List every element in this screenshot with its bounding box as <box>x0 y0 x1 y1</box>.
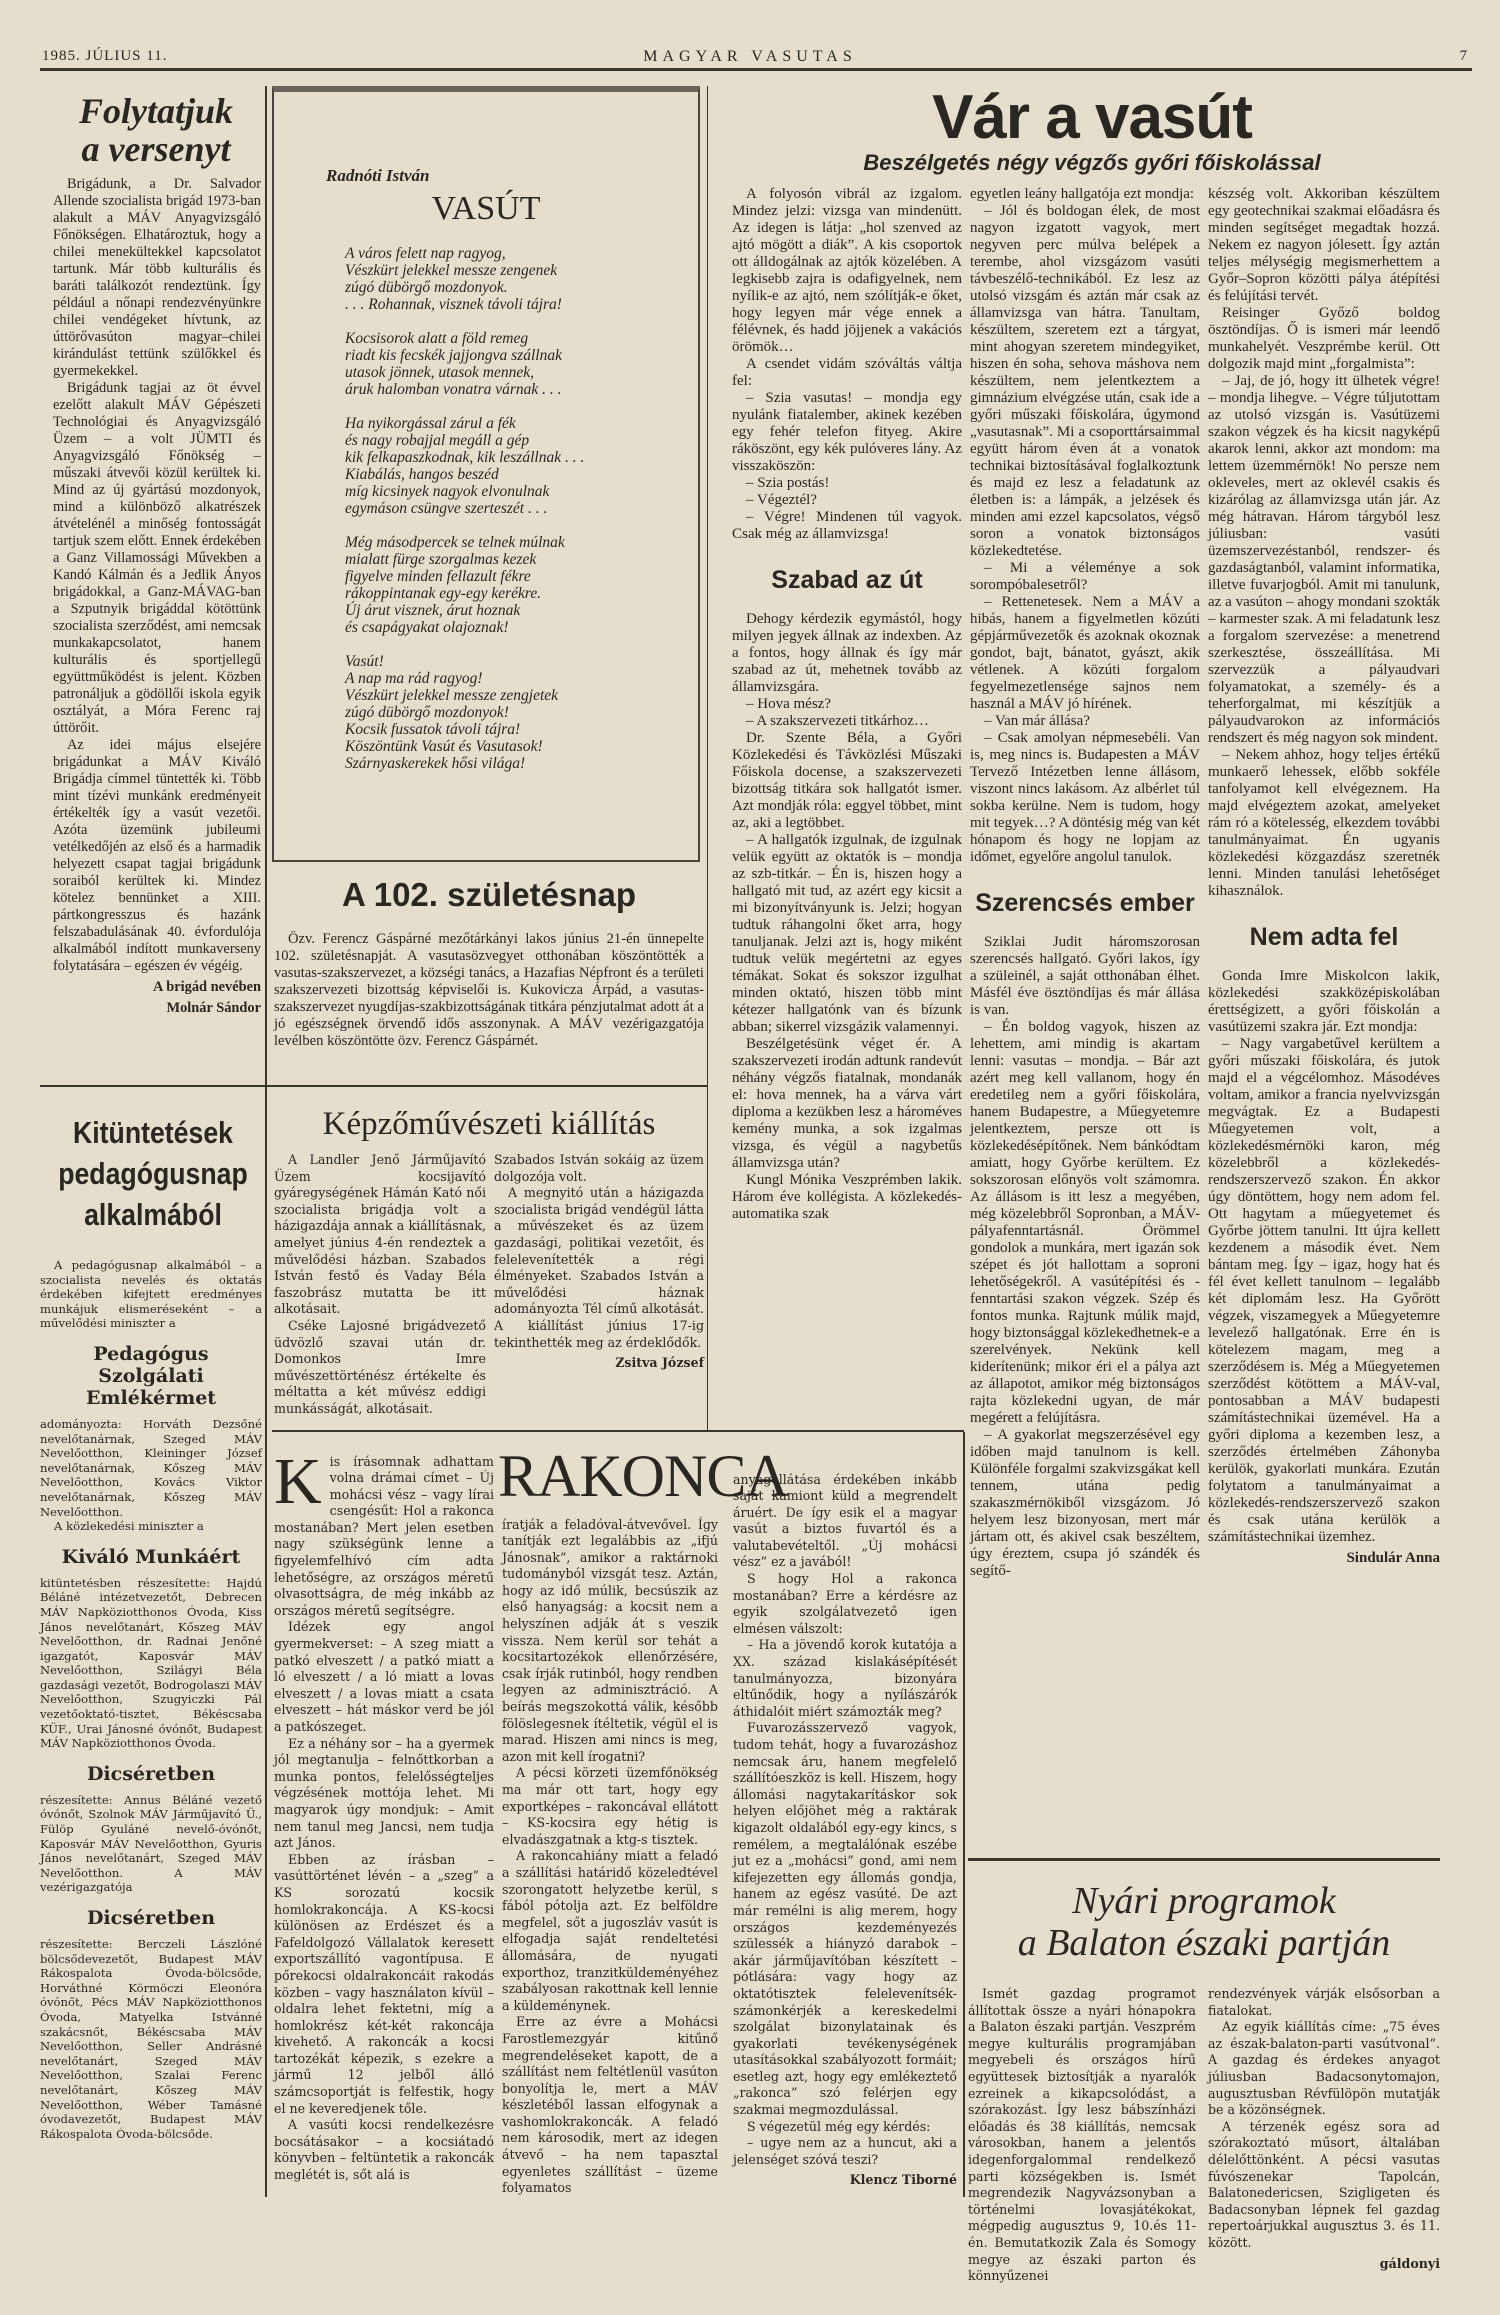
subheading: Szabad az út <box>771 566 923 594</box>
poem-line: A nap ma rád ragyog! <box>345 670 483 687</box>
poem-line: mialatt fürge szorgalmas kezek <box>345 551 537 568</box>
poem-line: Ha nyikorgással zárul a fék <box>345 415 516 432</box>
article-headline: RAKONCA <box>498 1442 788 1509</box>
newspaper-name: MAGYAR VASUTAS <box>643 48 857 65</box>
poem-line: míg kicsinyek nagyok elvonulnak <box>345 483 550 500</box>
paragraph: Erre az évre a Mohácsi Farostlemezgyár kitűnő megrendeléseket kapott, de a szállítást nem feltétlenül vasúton bonyolítja le, mert a MÁV készletéből lassan elfogynak a vashomlokrakoncák. A feladó nem károsodik, mert az idegen átvevő – ha nem tapasztal egyenletes szállítást – üzeme folyamatos <box>502 2014 718 2196</box>
var-column-2 <box>970 186 1200 1580</box>
paragraph: Brigádunk tagjai az öt évvel ezelőtt alakult MÁV Gépészeti Technológiai és Anyagvizsgáló Üzem – a volt JÜMTI és Anyagvizsgáló Főnökség – műszaki átvevői közül kerültek ki. Mind az új gyártású mozdonyok, mind a különböző alkatrészek átvételénél a minőség fontosságát tartjuk szem előtt. Ennek érdekében a Ganz Villamossági Művekben a Kandó Kálmán és a Jedlik Ányos brigádokkal, a Ganz-MÁVAG-ban a Szputnyik brigáddal kötöttünk szocialista szerződést, ami nemcsak munkakapcsolatot, hanem kulturális és sportjellegű együttműködést is jelent. Közben patronáljuk a gödöllői iskola egyik osztályát, a Móra Ferenc raj úttörőit. <box>53 380 261 736</box>
poem-line: utasok jönnek, utasok mennek, <box>345 364 534 381</box>
exhibition-column-1 <box>274 1152 486 1418</box>
paragraph: – Én boldog vagyok, hiszen az lehettem, ami mindig is akartam lenni: vasutas – mondja. – Bár azt azért meg kell vallanom, hogy én eredetileg nem a győri főiskolára, hanem Budapestre, a Műegyetemre jelentkeztem, persze ott is közlekedésépítőnek. Nem bánkódtam amiatt, hogy Győrbe kerültem. Ez sokszorosan előnyös volt számomra. Az állásom is itt lesz a megyében, még közelebbről Sopronban, a MÁV-pályafenntartásnál. Örömmel gondolok a munkára, mert igazán sok szépet és jót hallottam a soproni lehetőségekről. A vasútépítési és -fenntartási szakon végzek. Szép és fontos munka. Rajtunk múlik majd, hogy biztonsággal közlekedhetnek-e a szerelvények. Nekünk kell kiderítenünk; mikor éri el a pálya azt az állapotot, amikor még biztonságos rajta közlekedni ugyan, de már megérett a felújításra. <box>970 1019 1200 1426</box>
award-heading: Dicséretben <box>86 1762 216 1785</box>
paragraph: Az egyik kiállítás címe: „75 éves az észak-balaton-parti vasútvonal”. A gazdag és érdekes anyagot júliusban Badacsonytomajon, augusztusban Révfülöpön mutatják be a közönségnek. <box>1208 2019 1440 2118</box>
masthead-rule <box>40 68 1472 71</box>
poem-author: Radnóti István <box>326 166 430 185</box>
poem-line: Új árut visznek, árut hoznak <box>345 602 521 619</box>
paragraph-continued: egyetlen leány hallgatója ezt mondja: <box>970 186 1195 202</box>
poem-line: Kocsik fussatok távoli tájra! <box>345 721 521 738</box>
poem-line: Kocsisorok alatt a föld remeg <box>345 330 529 347</box>
headline-line: Nyári programok <box>1072 1880 1336 1922</box>
article-headline: Vár a vasút <box>932 83 1252 152</box>
paragraph: – Szia postás! <box>746 475 830 491</box>
section-rule <box>272 1430 964 1432</box>
poem-line: és csapágyakat olajoznak! <box>345 619 509 636</box>
article-headline: Képzőművészeti kiállítás <box>322 1106 656 1142</box>
paragraph: Ebben az írásban – vasúttörténet lévén – a „szeg” a KS sorozatú kocsik homlokrakoncája. A KS-kocsi különösen az Erdészet és a Fafeldolgozó Vállalatok keresett exportszállító vagontípusa. E pőrekocsi oldalrakoncáit rakodás közben – vagy használaton kívül – oldalra lehet fektetni, míg a homlokrész két-két rakoncája kivehető. A rakoncák a kocsi tartozékát képezik, s ezekre a jármű 12 jelből álló számcsoportját is felfestik, hogy el ne keveredjenek tőle. <box>274 1851 494 2116</box>
paragraph: Özv. Ferencz Gáspárné mezőtárkányi lakos június 21-én ünnepelte 102. születésnapját. A vasutasözvegyet otthonában köszöntötték a vasutas-szakszervezet, a községi tanács, a Hazafias Népfront és a területi szakszervezeti bizottság képviselői is. Kukovicza Árpád, a vasutas-szakszervezet nyugdíjas-szakbizottságának titkára pénzjutalmat adott át a jó egészségnek örvendő idős asszonynak. A MÁV vezérigazgatója levélben köszöntötte özv. Ferencz Gáspárnét. <box>274 931 704 1049</box>
article-birthday <box>274 931 704 1050</box>
paragraph: – A szakszervezeti titkárhoz… <box>746 713 929 729</box>
paragraph: Dehogy kérdezik egymástól, hogy milyen jegyek állnak az indexben. Az a fontos, hogy állnak és így már szabad az út, mehetnek tovább az államvizsgára. <box>732 611 962 695</box>
article-headline <box>966 1880 1442 1964</box>
paragraph: A pedagógusnap alkalmából – a szocialista nevelés és oktatás érdekében kifejtett eredményes munkájuk elismeréseként – a művelődési miniszter a <box>40 1258 262 1331</box>
paragraph-continued: kitüntetésben részesítette: Hajdú Béláné intézetvezetőt, Debrecen MÁV Napköziotthonos Óvoda, Kiss János nevelőtanárt, Kőszeg MÁV Nevelőotthon, dr. Radnai Jenőné igazgatót, Kaposvár MÁV Nevelőotthon, Szilágyi Béla gazdasági vezetőt, Bodrogolaszi MÁV Nevelőotthon, Szugyiczki Pál vezetőoktató-tisztet, Békéscsaba KÜF., Urai Jánosné óvónőt, Budapest MÁV Napköziotthonos Óvoda. <box>40 1575 262 1751</box>
paragraph: – Csak amolyan népmesebéli. Van is, meg nincs is. Budapesten a MÁV Tervező Intézetben lenne állásom, viszont nincs lakásom. Az albérlet túl sokba kerülne. Nem is tudom, hogy mit tegyek…? A döntésig még van két hónapom és hogy ne lopjam az időmet, egyelőre angolul tanulok. <box>970 730 1200 865</box>
poem-line: Vasút! <box>345 653 384 670</box>
paragraph: A közlekedési miniszter a <box>54 1519 204 1534</box>
paragraph: A vasúti kocsi rendelkezésre bocsátásakor – a kocsiátadó könyvben – feltüntetik a rakoncák meglétét is, sőt alá is <box>274 2117 494 2183</box>
paragraph: – Hova mész? <box>746 696 831 712</box>
byline: gáldonyi <box>1379 2255 1440 2271</box>
paragraph: Kungl Mónika Veszprémben lakik. Három éve kollégista. A közlekedés-automatika szak <box>732 1172 962 1222</box>
paragraph: – Van már állása? <box>984 713 1090 729</box>
paragraph: Fuvarozásszervező vagyok, tudom tehát, hogy a fuvarozáshoz nemcsak áru, hanem megfelelő szállítóeszköz is kell. Hiszem, hogy állomási nagytakarításkor sok helyen előjöhet még a raktárak kigazolt oldalából egy-egy kincs, s remélem, a megtalálónak eszébe jut ez a „mohácsi” gond, ami nem kifejezetten egy állomás gondja, hanem az egész vasúté. De azt már remélni is alig merem, hogy országos kezdeményezés szülessék a hiányzó darabok – akár járműjavítóban készített – pótlására: vagy hogy az oktatótisztek felelevenítsék-számonkérjék a kereskedelmi szolgálat bizonylatainak és gyakorlati tevékenységének utasításokkal szabályozott formáit; esetleg azt, hogy egy emlékeztető „rakonca” szó felérjen egy szakmai megmozdulással. <box>733 1720 957 2118</box>
award-heading: Dicséretben <box>86 1907 216 1929</box>
article-headline: A 102. születésnap <box>341 876 637 913</box>
section-rule <box>40 1085 708 1087</box>
paragraph: – A hallgatók izgulnak, de izgulnak velük együtt az oktatók is – mondja az szb-titkár. – Én is, hiszen hogy a hallgató mit tud, az azért egy kicsit a mi bizonyítványunk is. Jelzi; hogyan tudtuk ráhangolni őket arra, hogy tanuljanak. Jelzi azt is, hogy miként tudtuk velük megértetni az egyes témákat. Sokat és sokszor izgulhat minden oktató, hiszen több mint kétezer hallgatónk van és bízunk abban; sikerrel vizsgázik valamennyi. <box>732 832 962 1035</box>
poem-body <box>345 245 685 789</box>
headline-line: a Balaton északi partján <box>1017 1922 1391 1964</box>
poem-line: Még másodpercek se telnek múlnak <box>345 534 565 551</box>
page-number: 7 <box>1459 48 1468 64</box>
byline: A brigád nevében <box>153 979 261 995</box>
paragraph: Reisinger Győző boldog ösztöndíjas. Ő is ismeri már leendő munkahelyét. Veszprémbe kerül. Ott dolgozik majd mint „forgalmista”: <box>1208 305 1440 372</box>
column-rule <box>265 86 267 2197</box>
paragraph: A térzenék egész sora ad szórakoztató műsort, általában délelőttönként. A pécsi vasutas fúvószenekar Tapolcán, Balatonedericsen, Szigligeten és Badacsonyban lépnek fel gazdag repertoárjukkal augusztus 3. és 11. között. <box>1208 2118 1440 2250</box>
paragraph-continued: adományozta: Horváth Dezsőné nevelőtanárnak, Szeged MÁV Nevelőotthon, Kleininger József nevelőtanárnak, Kőszeg MÁV Nevelőotthon, Kovács Viktor nevelőtanárnak, Kőszeg MÁV Nevelőotthon. <box>40 1416 262 1519</box>
paragraph: Gonda Imre Miskolcon lakik, közlekedési szakközépiskolában érettségizett, a győri főiskolán a vasútüzemi szakra jár. Ezt mondja: <box>1208 968 1440 1035</box>
paragraph: – ugye nem az a huncut, aki a jelenséget szóvá teszi? <box>733 2135 957 2167</box>
exhibition-column-2 <box>494 1152 704 1372</box>
paragraph: – Végre! Mindenen túl vagyok. Csak még az államvizsga! <box>732 509 962 542</box>
paragraph: – Végeztél? <box>746 492 817 508</box>
paragraph: – Nagy vargabetűvel kerültem a győri műszaki főiskolára, és jutok majd el a végcélomhoz. Másodéves voltam, amikor a francia nyelvvizsgán megvágtak. Ez a Budapesti Műegyetemen volt, a közlekedésmérnöki karon, még közelebbről a közlekedés-rendszerszervező szakon. Én akkor úgy döntöttem, hogy nem adom fel. Ott hagytam a műegyetemet és Győrbe jöttem tanulni. Itt újra kellett kezdenem a második évet. Nem bántam meg. Így – igaz, hogy hat és fél évet kellett tanulnom – legalább két diplomám lesz. Ha Győrött végzek, viszamegyek a Műegyetemre levelező hallgatónak. Erre én is kötelezem magam, meg a szerződésem is. Még a Műegyetemen szerződést kötöttem a MÁV-val, pontosabban a MÁV budapesti számítástechnikai üzemével. Ha a győri diploma a kezemben lesz, a szerződés értelmében Záhonyba kerülök, gyakorlati munkára. Ezután folytatom a tanulmányaimat a közlekedés-rendszerszervező szakon és csak utána kerülök a számítástechnikai üzemhez. <box>1208 1036 1440 1545</box>
box-rule <box>963 1432 965 2197</box>
article-headline: Kitüntetések pedagógusnap alkalmából <box>58 1115 248 1232</box>
paragraph: Cséke Lajosné brigádvezető üdvözlő szavai után dr. Domonkos Imre művészettörténész értékelte és méltatta a két művész eddigi munkásságát, alkotásait. <box>274 1317 486 1416</box>
paragraph: – Mi a véleménye a sok sorompóbalesetről? <box>970 560 1200 593</box>
paragraph: Az idei május elsejére brigádunkat a MÁV Kiváló Brigádja címmel tüntették ki. Több mint tízévi munkánk eredményeit értékelték így a vasút vezetői. Azóta üzemünk jubileumi vetélkedőjén az első és a harmadik helyezett csapat tagjai brigádunk soraiból kerültek ki. Mindez kötelez bennünket a XIII. pártkongresszus és hazánk felszabadulásának 40. évfordulója alkalmából indított munkaverseny folytatására – egészen év végéig. <box>53 737 261 974</box>
poem-line: Kiabálás, hangos beszéd <box>345 466 499 483</box>
paragraph-continued: részesítette: Berczeli Lászlóné bölcsődevezetőt, Budapest MÁV Rákospalota Óvoda-bölcsőde, Horváthné Körmöczi Eleonóra óvónőt, Pécs MÁV Napköziotthonos Óvoda, Matyelka Istvánné szakácsnőt, Békéscsaba MÁV Nevelőotthon, Seller Andrásné nevelőtanárt, Szeged MÁV Nevelőotthon, Szalai Ferenc nevelőtanárt, Kőszeg MÁV Nevelőotthon, Wéber Tamásné óvodavezetőt, Budapest MÁV Rákospalota Óvoda-bölcsőde. <box>40 1937 262 2141</box>
poem-line: Vészkürt jelekkel messze zengjetek <box>345 687 559 704</box>
summer-column-1 <box>968 1986 1196 2285</box>
subheading: Szerencsés ember <box>975 889 1195 917</box>
var-column-3 <box>1208 186 1440 1567</box>
article-awards <box>40 1258 262 2141</box>
poem-line: Köszöntünk Vasút és Vasutasok! <box>345 738 543 755</box>
byline: Molnár Sándor <box>166 1000 261 1016</box>
poem-line: áruk halomban vonatra várnak . . . <box>345 381 562 398</box>
paragraph: Sziklai Judit háromszorosan szerencsés hallgató. Győri lakos, így a szüleinél, a saját otthonában élhet. Másfél éve ösztöndíjas és már állása is van. <box>970 934 1200 1018</box>
poem-line: zúgó dübörgő mozdonyok! <box>345 704 509 721</box>
poem-stanza <box>345 245 685 313</box>
award-heading: Pedagógus Szolgálati Emlékérmet <box>85 1342 217 1409</box>
poem-title: VASÚT <box>431 190 541 227</box>
paragraph-continued: íratják a feladóval-átvevővel. Így tanítják ezt legalábbis az „ifjú Jánosnak”, amikor a raktárnoki tudományból vizsgát tesz. Aztán, hogy az idő múlik, becsúszik az első hanyagság: a kocsit nem a helyszínen adják át s veszik vissza. Nem kerül sor tehát a kocsitartozékok ellenőrzésére, csak írják rutinból, hogy rendben legyen az adminisztráció. A beírás megszokottá válik, később fölöslegesnek ítéltetik, végül el is marad. Hiszen ami nincs is meg, azon mit kell írogatni? <box>502 1516 718 1764</box>
paragraph: Ismét gazdag programot állítottak össze a nyári hónapokra a Balaton északi partján. Veszprém megye kulturális programjában megyebeli és országos hírű együttesek biztosítják a nyaralók ezreinek a kikapcsolódást, a szórakozást. Így lesz bábszínházi előadás és 38 kiállítás, nemcsak városokban, hanem a jelentős idegenforgalommal rendelkező parti községekben is. Ismét megrendezik Nagyvázsonyban a történelmi lovasjátékokat, mégpedig augusztus 9, 10.és 11-én. Bemutatkozik Zala és Somogy megye az északi parton és könnyűzenei <box>968 1986 1196 2284</box>
headline-line: Folytatjuk <box>78 91 234 131</box>
paragraph: – Nekem ahhoz, hogy teljes értékű munkaerő lehessek, előbb sokféle tanfolyamot kell elvégeznem. Ha majd elvégeztem azokat, amelyeket rám ró a kötelesség, elkezdem további tanulmányaimat. Én ugyanis közlekedési közgazdász szeretnék lenni. Minden tanulási lehetőséget kihasználok. <box>1208 747 1440 899</box>
paragraph: – Jaj, de jó, hogy itt ülhetek végre! – mondja lihegve. – Végre túljutottam az utolsó vizsgán is. Vasútüzemi szakon végzek és ha kicsit nagyképű akarok lenni, akkor azt mondom: ma lettem üzemmérnök! No persze nem okleveles, mert az oklevél csakis és kizárólag az államvizsga után jár. Az még hátravan. Három tárgyból lesz júliusban: vasúti üzemszervezéstanból, rendszer- és gazdaságtanból, valamint informatika, illetve fuvarjogból. Amit mi tanulunk, az a vasúton – ahogy mondani szokták – karmester szak. A mi feladatunk lesz a forgalom szervezése: a menetrend szerkesztése, összeállítása. Mi szervezzük a pályaudvari folyamatokat, a személy- és a teherforgalmat, mi készítjük a pályaudvarokon az információs rendszert és még nagyon sok mindent. <box>1208 373 1440 746</box>
paragraph: Brigádunk, a Dr. Salvador Allende szocialista brigád 1973-ban alakult a MÁV Anyagvizsgáló Főnökségen. Elhatároztuk, hogy a chilei menekültekkel kapcsolatot tartunk. Már több kulturális és baráti találkozót rendeztünk. Így például a nőnapi rendezvényünkre chilei vendégeket hívtunk, az úttörővasúton magyar–chilei kirándulást tettünk szülőkkel és gyermekekkel. <box>53 176 261 379</box>
article-headline <box>50 92 262 168</box>
poem-stanza <box>345 330 685 398</box>
rakonca-column-3 <box>733 1472 957 2190</box>
section-rule <box>968 1858 1440 1861</box>
poem-line: figyelve minden fellazult fékre <box>345 568 531 585</box>
paragraph: Beszélgetésünk véget ér. A szakszervezeti irodán adtunk randevút néhány végzős fiatalnak, mondanák el: hova mennek, ha a várva várt diploma a kezükben lesz a hároméves kemény munka, a sok izgalmas vizsga, és végül a nagybetűs államvizsga után? <box>732 1036 962 1171</box>
paragraph-continued: rendezvények várják elsősorban a fiatalokat. <box>1208 1986 1440 2018</box>
article-folytatjuk <box>53 176 261 1017</box>
poem-line: kik felkapaszkodnak, kik leszállnak . . . <box>345 449 585 466</box>
paragraph-continued: készség volt. Akkoriban készültem egy geotechnikai szakmai előadásra és minden segítséget megadtak hozzá. Nekem ez nagyon jólesett. Így aztán teljes mélységig megismerhettem a Győr–Sopron közötti pálya átépítési és felújítási tervét. <box>1208 186 1440 304</box>
byline: Zsitva József <box>615 1355 704 1371</box>
poem-stanza <box>345 415 685 517</box>
subheading: Nem adta fel <box>1249 923 1399 951</box>
paragraph: Ez a néhány sor – ha a gyermek jól megtanulja – felnőttkorban a munka pontos, felelősségteljes végzésének mottója lehet. Mi magyarok úgy mondjuk: – Amit nem tanul meg Jancsi, nem tudja azt János. <box>274 1735 494 1851</box>
headline-line: a versenyt <box>81 129 231 169</box>
poem-line: Vészkürt jelekkel messze zengenek <box>345 262 558 279</box>
paragraph: S végezetül még egy kérdés: <box>747 2118 931 2134</box>
rakonca-column-1 <box>274 1444 494 2184</box>
paragraph-continued: részesítette: Annus Béláné vezető óvónőt, Szolnok MÁV Járműjavító Ü., Fülöp Gyuláné nevelő-óvónőt, Kaposvár MÁV Nevelőotthon, Gyuris János nevelőtanárt, Szeged MÁV Nevelőotthon. A MÁV vezérigazgatója <box>40 1792 262 1895</box>
paragraph: – A gyakorlat megszerzésével egy időben majd tanulnom is kell. Különféle forgalmi szakvizsgákat kell tennem, utána pedig szakaszmérnökiből vizsgázom. Jó helyem lesz bizonyosan, mert már jártam ott, és akivel csak beszéltem, úgy éreztem, csupa jó szándék és segítő- <box>970 1427 1200 1579</box>
poem-line: zúgó dübörgő mozdonyok. <box>345 279 508 296</box>
paragraph: – Rettenetesek. Nem a MÁV a hibás, hanem a figyelmetlen közúti gépjárművezetők és azoknak okoznak gondot, bajt, bánatot, gyászt, akik vétlenek. A közúti forgalom fegyelmezetlensége sajnos nem használ a MÁV jó hírének. <box>970 594 1200 712</box>
paragraph: – Szia vasutas! – mondja egy nyulánk fiatalember, akinek kezében egy fehér telefon fityeg. Akire ráköszönt, egy kék pulóveres lány. Az visszaköszön: <box>732 390 962 474</box>
poem-line: rákoppintanak egy-egy kerékre. <box>345 585 542 602</box>
poem-stanza <box>345 653 685 772</box>
paragraph: Dr. Szente Béla, a Győri Közlekedési és Távközlési Műszaki Főiskola docense, a szakszervezeti bizottság titkára sok hallgatót ismer. Azt mondják róla: eggyel többet, mint az, aki a legtöbbet. <box>732 730 962 831</box>
paragraph: – Jól és boldogan élek, de most nagyon izgatott vagyok, mert negyven perc múlva belépek a terembe, ahol vizsgázom vasúti távbeszélő-technikából. Ez lesz az utolsó vizsgám és aztán már csak az államvizsga van hátra. Tanultam, készültem, szeretem ezt a tárgyat, mint ahogyan szeretem mindegyiket, hiszen én soha, sehova máshova nem készültem, nem jelentkeztem a gimnázium elvégzése után, csak ide a győri műszaki főiskolára, úgymond „vasutasnak”. Mi a csoporttársaimmal együtt három éven át a vonatok technikai biztosításával foglalkoztunk és majd ez lesz a feladatunk az életben is: a lámpák, a jelzések és minden ami ezzel kapcsolatos, végső soron a vonatok biztonságos közlekedtetése. <box>970 203 1200 559</box>
paragraph: Kis írásomnak adhattam volna drámai címet – Új mohácsi vész – vagy lírai csengésűt: Hol a rakonca mostanában? Mert jelen esetben nagy szükségünk lenne a figyelemfelhívó cím adta lehetőségre, az országos méretű olvasottságra, de még inkább az országos méretű segítségre. <box>274 1444 494 1618</box>
article-subtitle: Beszélgetés négy végzős győri főiskolással <box>863 150 1321 175</box>
paragraph-continued: anyagellátása érdekében inkább saját kamiont küld a megrendelt áruért. De így esik el a magyar vasút a biztos fuvartól és a valutabevételtől. „Új mohácsi vész” ez a javából! <box>733 1471 957 1570</box>
paragraph: Idézek egy angol gyermekverset: – A szeg miatt a patkó elveszett / a patkó miatt a ló elveszett / a ló miatt a lovas elveszett / a lovas miatt a csata elveszett – hát máskor verd be jól a patkószeget. <box>274 1619 494 1734</box>
award-heading: Kiváló Munkáért <box>61 1545 241 1568</box>
byline: Klencz Tiborné <box>849 2172 957 2188</box>
byline: Sindulár Anna <box>1346 1550 1440 1566</box>
rakonca-column-2 <box>502 1517 718 2197</box>
poem-line: A város felett nap ragyog, <box>345 245 506 262</box>
var-column-1 <box>732 186 962 1223</box>
poem-line: riadt kis fecskék jajjongva szállnak <box>345 347 562 364</box>
column-rule <box>707 86 708 1430</box>
poem-line: Szárnyaskerekek hősi világa! <box>345 755 526 772</box>
issue-date: 1985. JÚLIUS 11. <box>42 48 168 64</box>
paragraph: A pécsi körzeti üzemfőnökség ma már ott tart, hogy egy exportképes – rakoncával ellátott – KS-kocsira egy hétig is elvadászgatnak a ktg-s tisztek. <box>502 1765 718 1847</box>
paragraph: S hogy Hol a rakonca mostanában? Erre a kérdésre az egyik szolgálatvezető igen elmésen válszolt: <box>733 1571 957 1636</box>
poem-line: egymáson csüngve szerteszét . . . <box>345 500 548 517</box>
paragraph-continued: Szabados István sokáig az üzem dolgozója volt. <box>494 1152 704 1184</box>
paragraph: A csendet vidám szóváltás váltja fel: <box>732 356 962 389</box>
paragraph: – Ha a jövendő korok kutatója a XX. század kislakásépítését tanulmányozza, bizonyára eltűnődik, hogy a nyílászárók áthidalóit miért számozták meg? <box>733 1637 957 1719</box>
poem-stanza <box>345 534 685 636</box>
poem-line: és nagy robajjal megáll a gép <box>345 432 530 449</box>
summer-column-2 <box>1208 1986 1440 2272</box>
paragraph: A megnyitó után a házigazda szocialista brigád vendégül látta a művészeket és az üzem gazdasági, politikai vezetőit, és felelevenítették a régi élményeket. Szabados István a művelődési háznak adományozta Tél című alkotását. A kiállítást június 17-ig tekinthették meg az érdeklődők. <box>494 1185 704 1350</box>
poem-line: . . . Rohannak, visznek távoli tájra! <box>345 296 562 313</box>
paragraph: A folyosón vibrál az izgalom. Mindez jelzi: vizsga van mindenütt. Az idegen is látja: „hol szenved az ajtó mögött a diák”. A kis csoportok ott álldogálnak az ajtók közelében. A legkisebb zajra is odafigyelnek, nem nyílik-e az ajtó, nem szólítják-e őket, hogy legyen már vége ennek a félévnek, és hadd jöjjenek a vakációs örömök… <box>732 186 962 355</box>
paragraph: A Landler Jenő Járműjavító Üzem kocsijavító gyáregységének Hámán Kató női szocialista brigádja volt a házigazdája annak a kiállításnak, amelyet június 4-én rendeztek a művelődési házban. Szabados István festő és Vaday Béla faszobrász mutatta be itt alkotásait. <box>274 1152 486 1317</box>
paragraph: A rakoncahiány miatt a feladó a szállítási határidő közeledtével szorongatott helyzetbe kerül, s fából pótolja azt. Ez belföldre megfelel, sőt a jugoszláv vasút is elfogadja saját rendeltetési állomására, de nyugati exporthoz, tranzitküldeményéhez szabályosan rakottnak kell lennie a küldeménynek. <box>502 1848 718 2013</box>
